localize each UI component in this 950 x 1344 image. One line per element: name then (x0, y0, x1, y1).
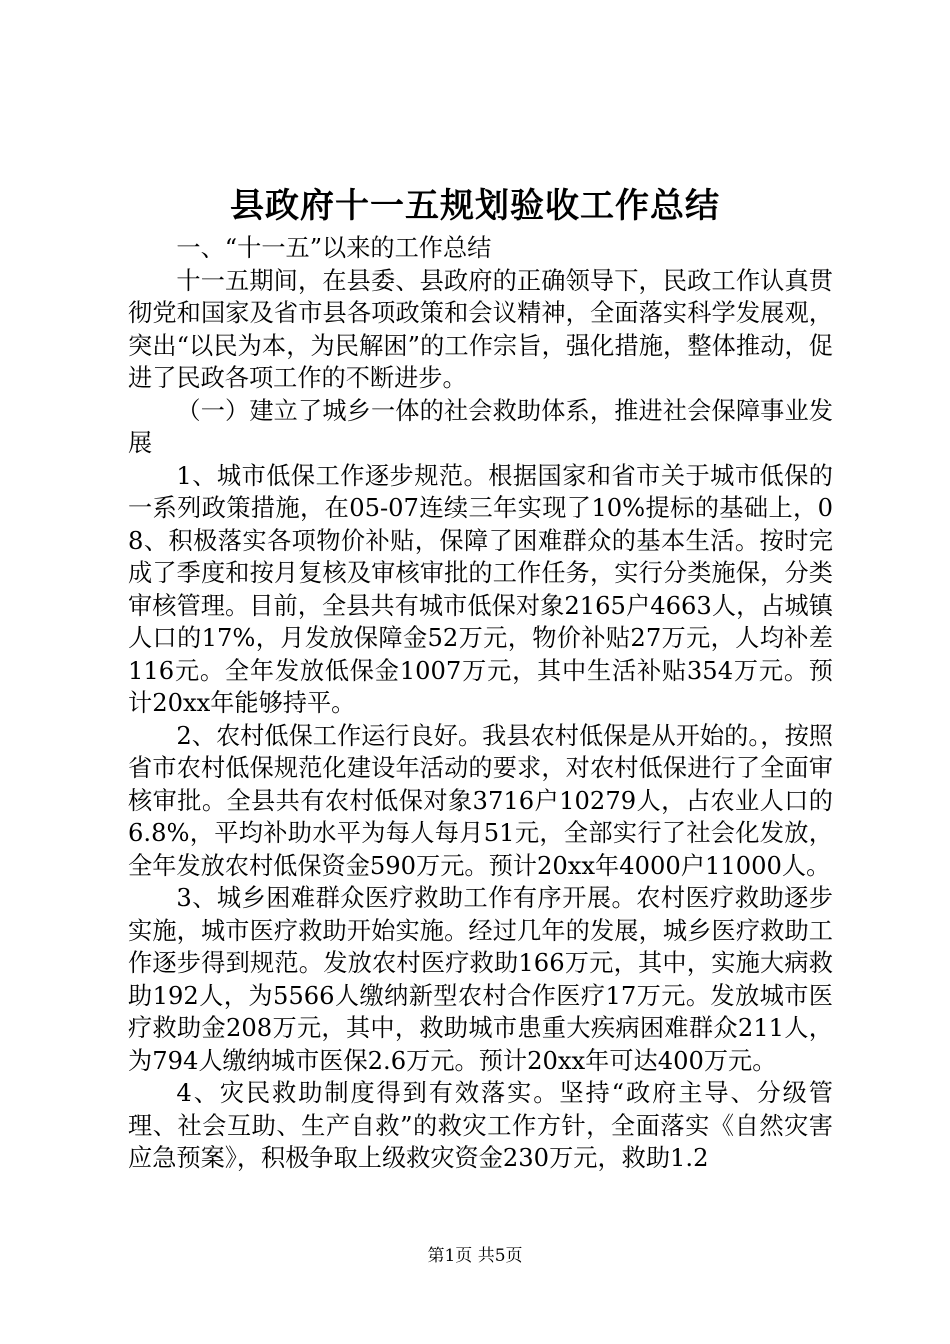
document-body (128, 232, 833, 1175)
body-paragraph: 1、城市低保工作逐步规范。根据国家和省市关于城市低保的一系列政策措施，在05-07连续三年实现了10%提标的基础上，08、积极落实各项物价补贴，保障了困难群众的基本生活。按时完成了季度和按月复核及审核审批的工作任务，实行分类施保，分类审核管理。目前，全县共有城市低保对象2165户4663人，占城镇人口的17%，月发放保障金52万元，物价补贴27万元，人均补差116元。全年发放低保金1007万元，其中生活补贴354万元。预计20xx年能够持平。 (128, 461, 833, 717)
body-paragraph: 3、城乡困难群众医疗救助工作有序开展。农村医疗救助逐步实施，城市医疗救助开始实施。经过几年的发展，城乡医疗救助工作逐步得到规范。发放农村医疗救助166万元，其中，实施大病救助192人，为5566人缴纳新型农村合作医疗17万元。发放城市医疗救助金208万元，其中，救助城市患重大疾病困难群众211人，为794人缴纳城市医保2.6万元。预计20xx年可达400万元。 (128, 884, 833, 1075)
subsection-heading: （一）建立了城乡一体的社会救助体系，推进社会保障事业发展 (128, 396, 833, 457)
intro-paragraph: 十一五期间，在县委、县政府的正确领导下，民政工作认真贯彻党和国家及省市县各项政策和会议精神，全面落实科学发展观，突出“以民为本，为民解困”的工作宗旨，强化措施，整体推动，促进了民政各项工作的不断进步。 (128, 266, 833, 392)
section-heading: 一、“十一五”以来的工作总结 (176, 234, 492, 262)
body-paragraph: 4、灾民救助制度得到有效落实。坚持“政府主导、分级管理、社会互助、生产自救”的救灾工作方针，全面落实《自然灾害应急预案》，积极争取上级救灾资金230万元，救助1.2 (128, 1079, 833, 1172)
body-paragraph: 2、农村低保工作运行良好。我县农村低保是从开始的。，按照省市农村低保规范化建设年活动的要求，对农村低保进行了全面审核审批。全县共有农村低保对象3716户10279人，占农业人口的6.8%，平均补助水平为每人每月51元，全部实行了社会化发放，全年发放农村低保资金590万元。预计20xx年4000户11000人。 (128, 721, 833, 880)
document-title: 县政府十一五规划验收工作总结 (230, 186, 720, 226)
page-number: 第1页 共5页 (427, 1246, 523, 1266)
